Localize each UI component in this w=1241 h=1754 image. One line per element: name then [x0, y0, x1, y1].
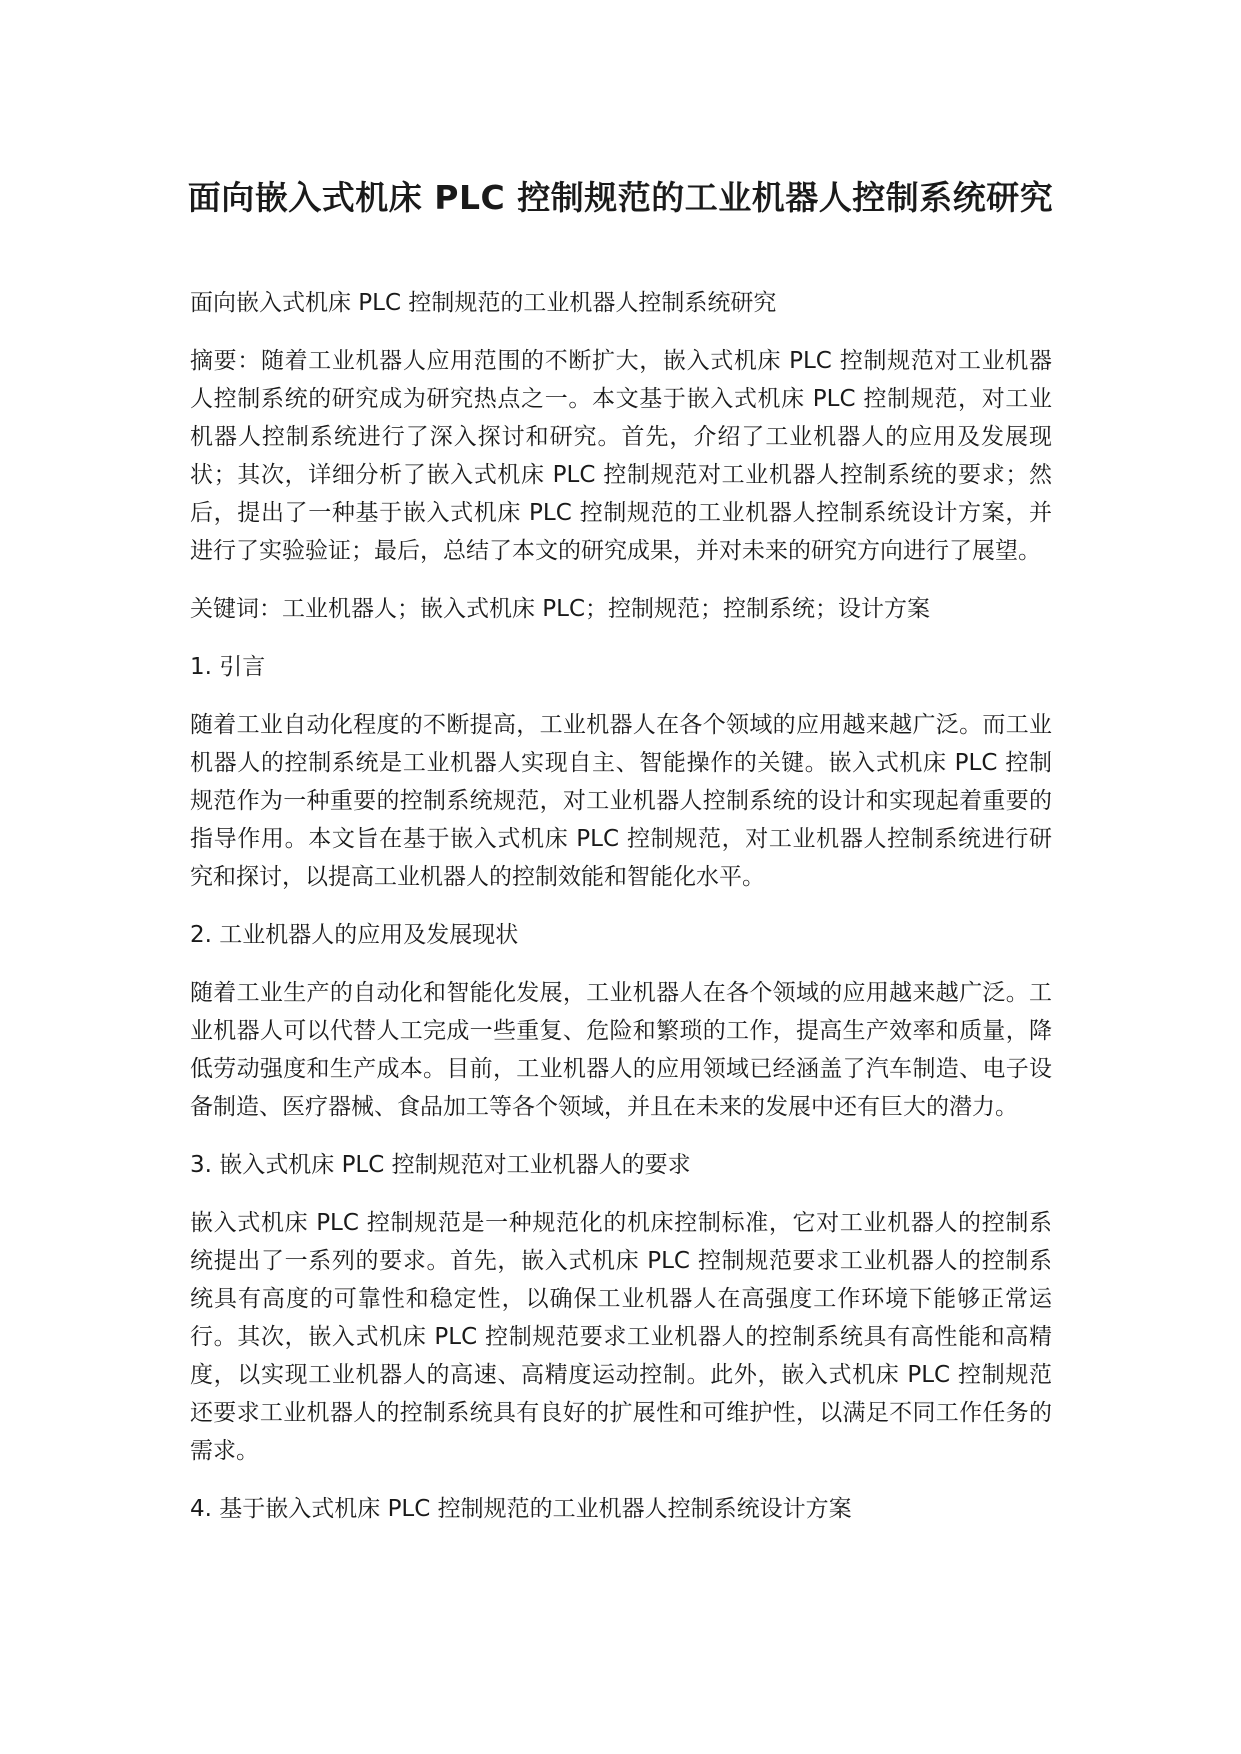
document-subtitle: 面向嵌入式机床 PLC 控制规范的工业机器人控制系统研究 — [190, 290, 777, 316]
section-body-plc-requirements: 嵌入式机床 PLC 控制规范是一种规范化的机床控制标准，它对工业机器人的控制系统提出了一系列的要求。首先，嵌入式机床 PLC 控制规范要求工业机器人的控制系统具有高度的可靠性和稳定性，以确保工业机器人在高强度工作环境下能够正常运行。其次，嵌入式机床 PLC 控制规范要求工业机器人的控制系统具有高性能和高精度，以实现工业机器人的高速、高精度运动控制。此外，嵌入式机床 PLC 控制规范还要求工业机器人的控制系统具有良好的扩展性和可维护性，以满足不同工作任务的需求。 — [190, 1210, 1052, 1464]
section-body-introduction: 随着工业自动化程度的不断提高，工业机器人在各个领域的应用越来越广泛。而工业机器人的控制系统是工业机器人实现自主、智能操作的关键。嵌入式机床 PLC 控制规范作为一种重要的控制系统规范，对工业机器人控制系统的设计和实现起着重要的指导作用。本文旨在基于嵌入式机床 PLC 控制规范，对工业机器人控制系统进行研究和探讨，以提高工业机器人的控制效能和智能化水平。 — [190, 712, 1052, 890]
section-heading-design-scheme: 4. 基于嵌入式机床 PLC 控制规范的工业机器人控制系统设计方案 — [190, 1496, 852, 1522]
abstract-paragraph: 摘要：随着工业机器人应用范围的不断扩大，嵌入式机床 PLC 控制规范对工业机器人控制系统的研究成为研究热点之一。本文基于嵌入式机床 PLC 控制规范，对工业机器人控制系统进行了深入探讨和研究。首先，介绍了工业机器人的应用及发展现状；其次，详细分析了嵌入式机床 PLC 控制规范对工业机器人控制系统的要求；然后，提出了一种基于嵌入式机床 PLC 控制规范的工业机器人控制系统设计方案，并进行了实验验证；最后，总结了本文的研究成果，并对未来的研究方向进行了展望。 — [190, 348, 1052, 564]
section-heading-application-status: 2. 工业机器人的应用及发展现状 — [190, 922, 519, 948]
keywords-paragraph: 关键词：工业机器人；嵌入式机床 PLC；控制规范；控制系统；设计方案 — [190, 596, 931, 622]
section-heading-introduction: 1. 引言 — [190, 654, 266, 680]
section-heading-plc-requirements: 3. 嵌入式机床 PLC 控制规范对工业机器人的要求 — [190, 1152, 691, 1178]
document-title: 面向嵌入式机床 PLC 控制规范的工业机器人控制系统研究 — [187, 178, 1054, 217]
document-body — [190, 284, 1052, 1548]
section-body-application-status: 随着工业生产的自动化和智能化发展，工业机器人在各个领域的应用越来越广泛。工业机器人可以代替人工完成一些重复、危险和繁琐的工作，提高生产效率和质量，降低劳动强度和生产成本。目前，工业机器人的应用领域已经涵盖了汽车制造、电子设备制造、医疗器械、食品加工等各个领域，并且在未来的发展中还有巨大的潜力。 — [190, 980, 1052, 1120]
